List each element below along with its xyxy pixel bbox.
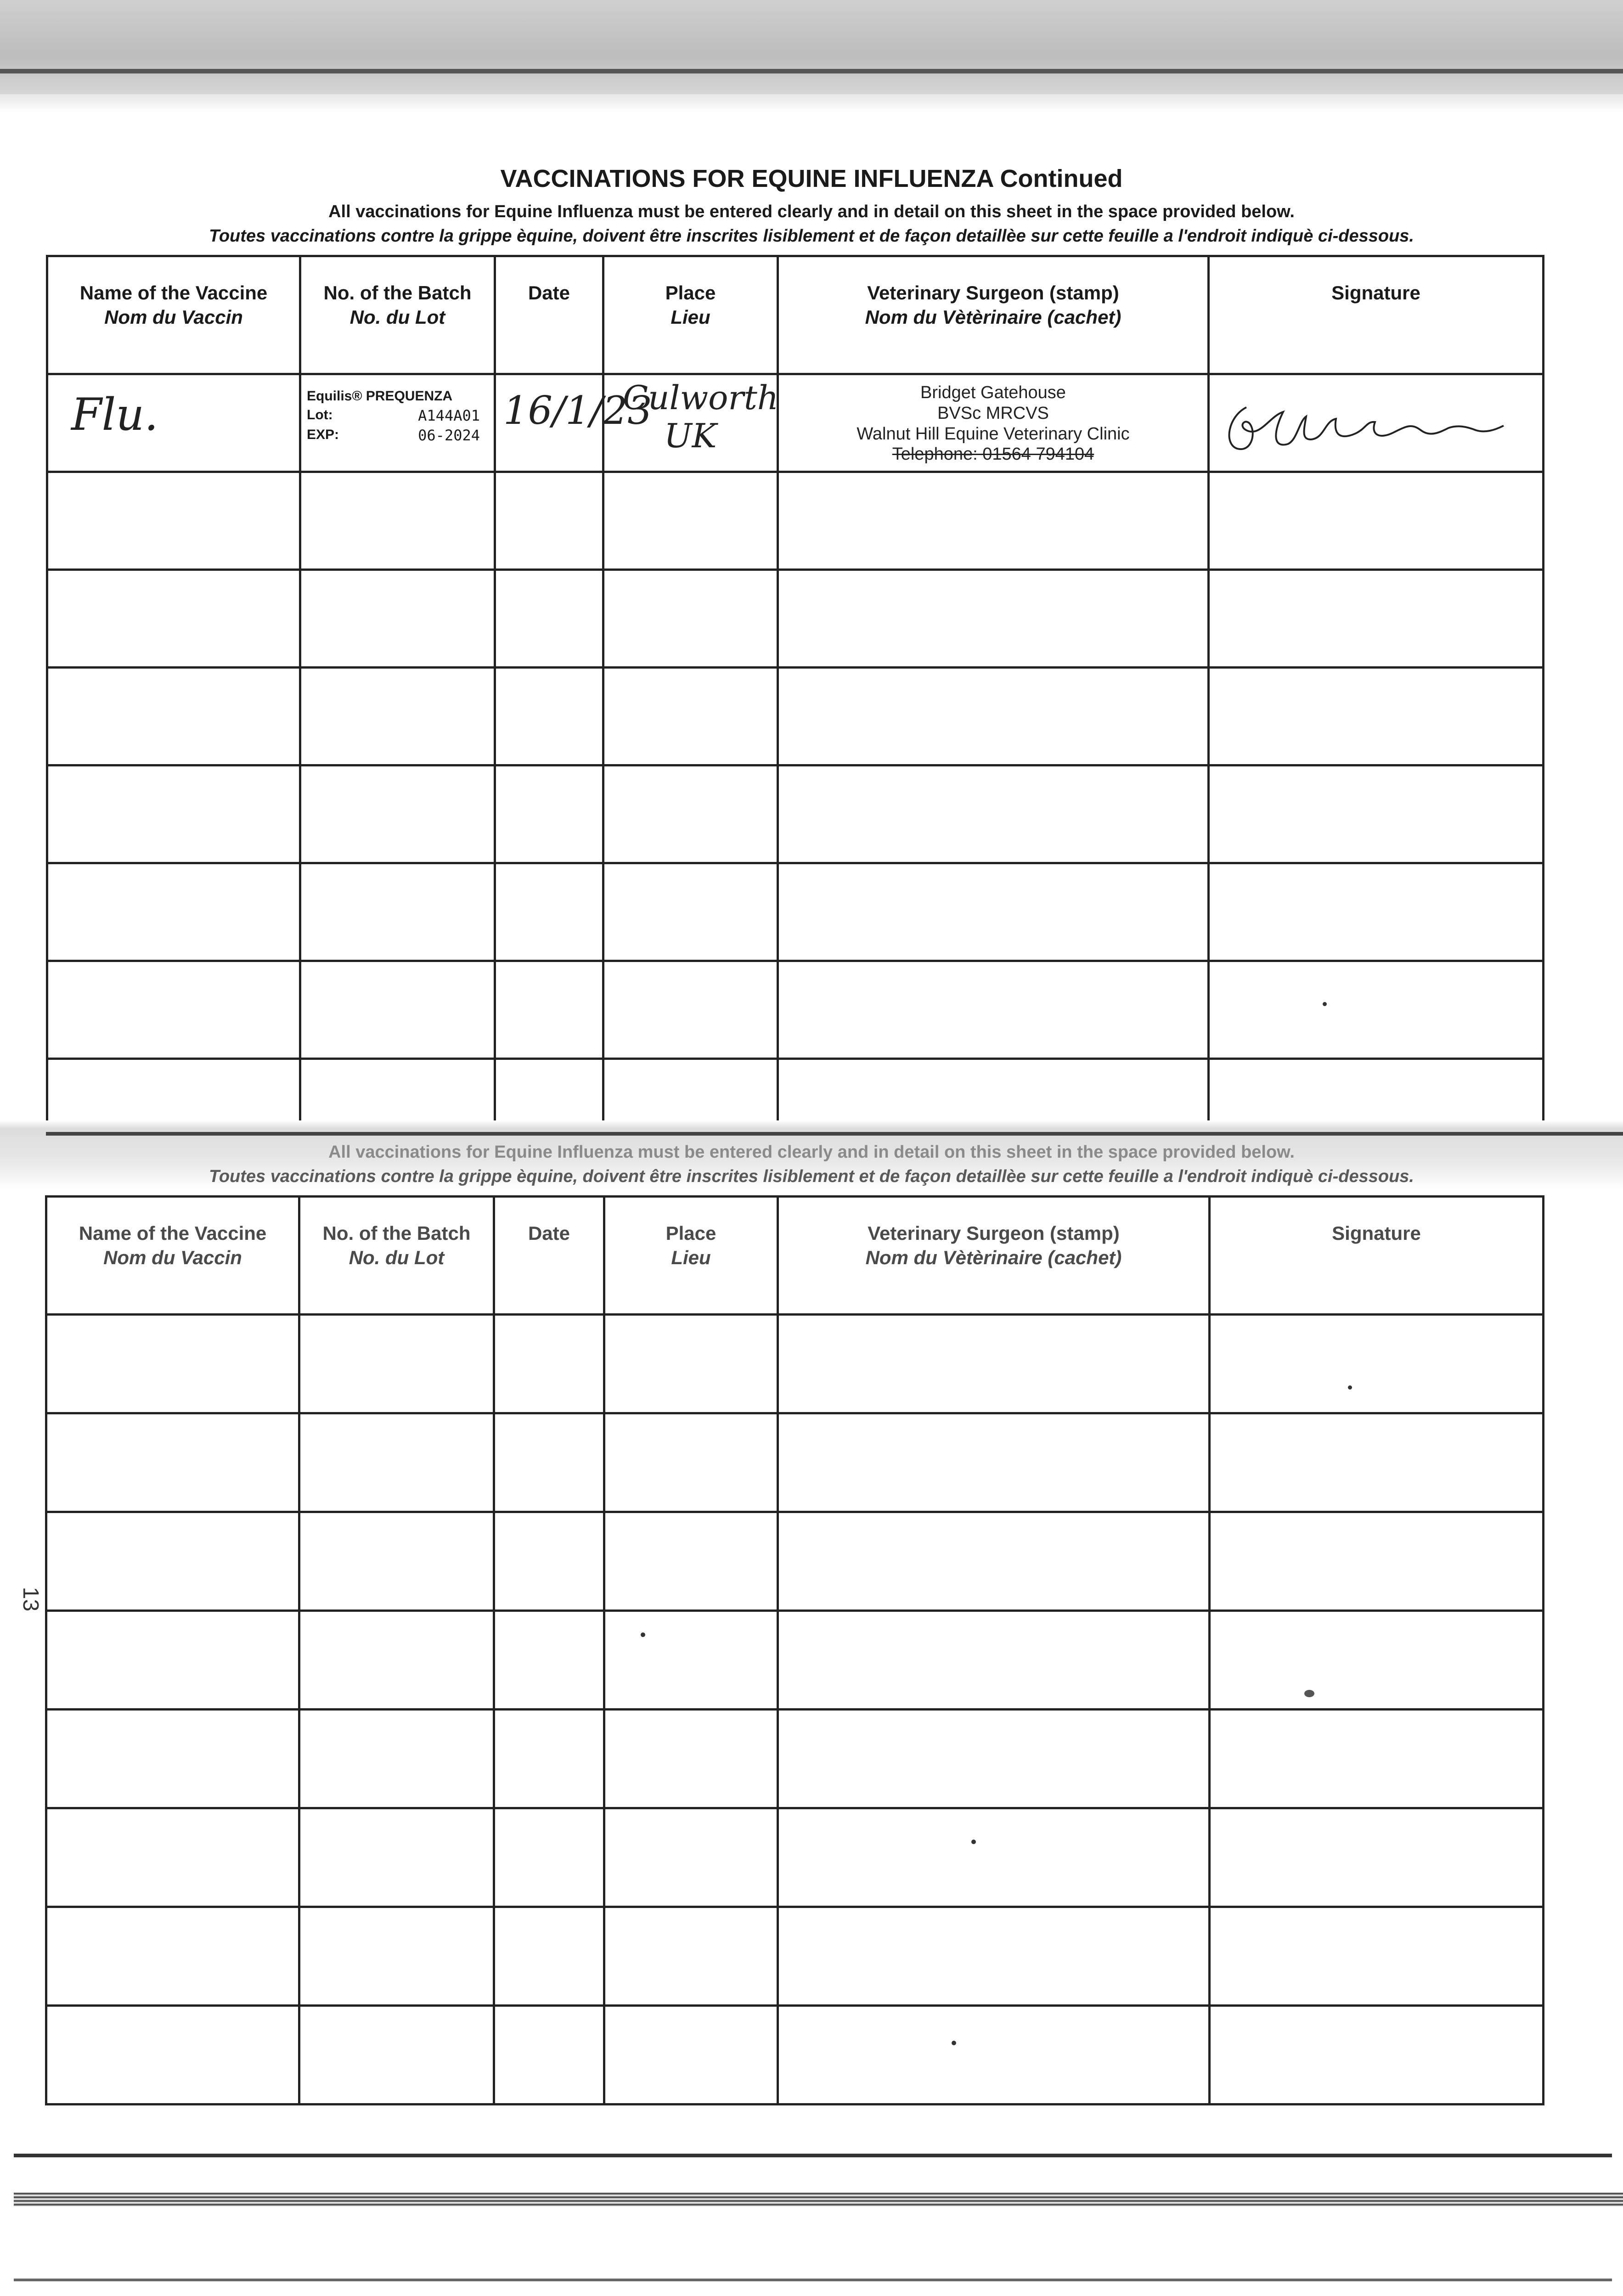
empty-cell[interactable] <box>603 668 778 765</box>
lot-value: A144A01 <box>418 406 480 424</box>
empty-cell[interactable] <box>1210 1808 1544 1907</box>
empty-cell[interactable] <box>778 863 1209 961</box>
empty-cell[interactable] <box>604 1611 778 1710</box>
scan-top-shadow <box>0 0 1623 94</box>
batch-cell[interactable] <box>300 374 495 472</box>
column-header-signature: Signature <box>1209 256 1544 374</box>
empty-cell[interactable] <box>603 863 778 961</box>
scan-speck <box>971 1840 976 1844</box>
scan-speck <box>1323 1002 1327 1006</box>
empty-cell[interactable] <box>778 1907 1210 2006</box>
empty-cell[interactable] <box>778 1512 1210 1611</box>
empty-cell[interactable] <box>603 570 778 668</box>
empty-cell[interactable] <box>778 1808 1210 1907</box>
vet-stamp <box>779 375 1207 465</box>
signature-cell[interactable] <box>1209 374 1544 472</box>
empty-cell[interactable] <box>47 570 300 668</box>
empty-cell[interactable] <box>604 2006 778 2105</box>
scan-speck <box>641 1632 645 1637</box>
empty-cell[interactable] <box>603 472 778 570</box>
empty-cell[interactable] <box>494 1315 604 1413</box>
empty-cell[interactable] <box>494 2006 604 2105</box>
empty-cell[interactable] <box>495 570 603 668</box>
empty-cell[interactable] <box>299 1611 494 1710</box>
empty-cell[interactable] <box>778 570 1209 668</box>
vaccination-date: 16/1/23 <box>503 388 652 433</box>
vaccine-name-cell[interactable] <box>47 374 300 472</box>
empty-cell[interactable] <box>495 765 603 863</box>
empty-cell[interactable] <box>1209 472 1544 570</box>
empty-cell[interactable] <box>494 1611 604 1710</box>
empty-cell[interactable] <box>47 668 300 765</box>
empty-cell[interactable] <box>300 863 495 961</box>
empty-cell[interactable] <box>46 1512 299 1611</box>
empty-cell[interactable] <box>1210 1512 1544 1611</box>
vaccination-place <box>604 375 777 455</box>
table-row <box>47 961 1544 1059</box>
place-country: UK <box>664 416 717 455</box>
empty-cell[interactable] <box>46 1413 299 1512</box>
empty-cell[interactable] <box>46 1808 299 1907</box>
vet-cell[interactable] <box>778 374 1209 472</box>
column-header-signature: Signature <box>1210 1197 1544 1315</box>
empty-cell[interactable] <box>495 961 603 1059</box>
empty-cell[interactable] <box>778 1413 1210 1512</box>
empty-cell[interactable] <box>299 1512 494 1611</box>
empty-cell[interactable] <box>1210 1315 1544 1413</box>
empty-cell[interactable] <box>494 1512 604 1611</box>
empty-cell[interactable] <box>494 1808 604 1907</box>
empty-cell[interactable] <box>1209 961 1544 1059</box>
scan-top-edge <box>0 69 1623 73</box>
empty-cell[interactable] <box>778 2006 1210 2105</box>
column-header-vet: Veterinary Surgeon (stamp) Nom du Vètèrinaire (cachet) <box>778 1197 1210 1315</box>
column-header-place: Place Lieu <box>604 1197 778 1315</box>
instructions-english-faded: All vaccinations for Equine Influenza must be entered clearly and in detail on this sheet in the space provided below. <box>328 1142 1295 1162</box>
table-row <box>47 668 1544 765</box>
batch-sticker <box>301 375 494 445</box>
empty-cell[interactable] <box>46 1315 299 1413</box>
empty-cell[interactable] <box>1210 1907 1544 2006</box>
empty-cell[interactable] <box>1210 2006 1544 2105</box>
scan-bottom-band <box>14 2193 1623 2206</box>
empty-cell[interactable] <box>47 961 300 1059</box>
table-row <box>46 1315 1544 1413</box>
empty-cell[interactable] <box>604 1907 778 2006</box>
empty-cell[interactable] <box>300 668 495 765</box>
empty-cell[interactable] <box>495 472 603 570</box>
empty-cell[interactable] <box>1209 668 1544 765</box>
empty-cell[interactable] <box>604 1413 778 1512</box>
empty-cell[interactable] <box>494 1413 604 1512</box>
instructions-french: Toutes vaccinations contre la grippe èquine, doivent être inscrites lisiblement et de façon detaillèe sur cette feuille a l'endroit indiquè ci-dessous. <box>209 226 1414 246</box>
scan-speck <box>1304 1690 1314 1697</box>
empty-cell[interactable] <box>1210 1611 1544 1710</box>
vaccination-table-lower <box>45 1195 1544 2105</box>
instructions-french-faded: Toutes vaccinations contre la grippe èquine, doivent être inscrites lisiblement et de façon detaillèe sur cette feuille a l'endroit indiquè ci-dessous. <box>209 1167 1414 1186</box>
page-fold-edge <box>46 1132 1623 1136</box>
column-header-batch: No. of the Batch No. du Lot <box>299 1197 494 1315</box>
scan-top-fade <box>0 94 1623 113</box>
vet-name: Bridget Gatehouse <box>920 383 1066 402</box>
column-header-place: Place Lieu <box>603 256 778 374</box>
empty-cell[interactable] <box>494 1907 604 2006</box>
empty-cell[interactable] <box>494 1710 604 1808</box>
vaccine-name: Flu. <box>71 389 158 440</box>
empty-cell[interactable] <box>299 1315 494 1413</box>
empty-cell[interactable] <box>47 472 300 570</box>
signature-drawing <box>1219 389 1513 458</box>
column-header-vaccine: Name of the Vaccine Nom du Vaccin <box>47 256 300 374</box>
table-row <box>46 1907 1544 2006</box>
empty-cell[interactable] <box>300 472 495 570</box>
exp-value: 06-2024 <box>418 426 480 444</box>
date-cell[interactable] <box>495 374 652 472</box>
place-town: Culworth <box>623 378 779 417</box>
empty-cell[interactable] <box>778 668 1209 765</box>
empty-cell[interactable] <box>299 1413 494 1512</box>
page-number: 13 <box>18 1587 43 1612</box>
empty-cell[interactable] <box>604 1315 778 1413</box>
empty-cell[interactable] <box>46 1907 299 2006</box>
table-row <box>46 1512 1544 1611</box>
instructions-english: All vaccinations for Equine Influenza must be entered clearly and in detail on this sheet in the space provided below. <box>328 202 1295 221</box>
empty-cell[interactable] <box>47 863 300 961</box>
empty-cell[interactable] <box>604 1808 778 1907</box>
vet-clinic: Walnut Hill Equine Veterinary Clinic <box>857 424 1130 444</box>
empty-cell[interactable] <box>300 961 495 1059</box>
vet-qualifications: BVSc MRCVS <box>937 403 1049 423</box>
column-header-date: Date <box>494 1197 604 1315</box>
empty-cell[interactable] <box>299 1808 494 1907</box>
column-header-vaccine: Name of the Vaccine Nom du Vaccin <box>46 1197 299 1315</box>
empty-cell[interactable] <box>604 1710 778 1808</box>
lot-label: Lot: <box>307 407 333 422</box>
column-header-date: Date <box>495 256 603 374</box>
empty-cell[interactable] <box>299 2006 494 2105</box>
empty-cell[interactable] <box>46 1611 299 1710</box>
table-row <box>46 2006 1544 2105</box>
page-title: VACCINATIONS FOR EQUINE INFLUENZA Continued <box>500 165 1123 192</box>
empty-cell[interactable] <box>495 863 603 961</box>
scan-speck <box>952 2041 956 2045</box>
empty-cell[interactable] <box>778 1611 1210 1710</box>
table-row <box>47 472 1544 570</box>
empty-cell[interactable] <box>495 668 603 765</box>
scan-speck <box>1348 1385 1352 1390</box>
empty-cell[interactable] <box>300 570 495 668</box>
table-row <box>46 1710 1544 1808</box>
scan-bottom-line <box>14 2279 1612 2281</box>
empty-cell[interactable] <box>778 1315 1210 1413</box>
table-row <box>47 863 1544 961</box>
table-row <box>46 1413 1544 1512</box>
table-row <box>47 765 1544 863</box>
empty-cell[interactable] <box>603 961 778 1059</box>
signature <box>1210 375 1542 460</box>
empty-cell[interactable] <box>47 765 300 863</box>
table-row <box>47 374 1544 472</box>
scan-bottom-edge <box>14 2154 1612 2157</box>
empty-cell[interactable] <box>299 1710 494 1808</box>
exp-label: EXP: <box>307 427 339 442</box>
empty-cell[interactable] <box>1209 570 1544 668</box>
batch-brand: Equilis® PREQUENZA <box>307 388 453 404</box>
empty-cell[interactable] <box>1209 863 1544 961</box>
empty-cell[interactable] <box>604 1512 778 1611</box>
table-row <box>47 570 1544 668</box>
empty-cell[interactable] <box>1210 1413 1544 1512</box>
empty-cell[interactable] <box>778 765 1209 863</box>
empty-cell[interactable] <box>778 1710 1210 1808</box>
vet-telephone: Telephone: 01564 794104 <box>892 445 1094 464</box>
table-row <box>46 1808 1544 1907</box>
empty-cell[interactable] <box>299 1907 494 2006</box>
empty-cell[interactable] <box>1210 1710 1544 1808</box>
empty-cell[interactable] <box>46 1710 299 1808</box>
empty-cell[interactable] <box>778 961 1209 1059</box>
empty-cell[interactable] <box>603 765 778 863</box>
empty-cell[interactable] <box>300 765 495 863</box>
column-header-batch: No. of the Batch No. du Lot <box>300 256 495 374</box>
empty-cell[interactable] <box>778 472 1209 570</box>
empty-cell[interactable] <box>46 2006 299 2105</box>
vaccination-table-upper <box>46 255 1544 1158</box>
table-row <box>46 1611 1544 1710</box>
column-header-vet: Veterinary Surgeon (stamp) Nom du Vètèrinaire (cachet) <box>778 256 1209 374</box>
empty-cell[interactable] <box>1209 765 1544 863</box>
